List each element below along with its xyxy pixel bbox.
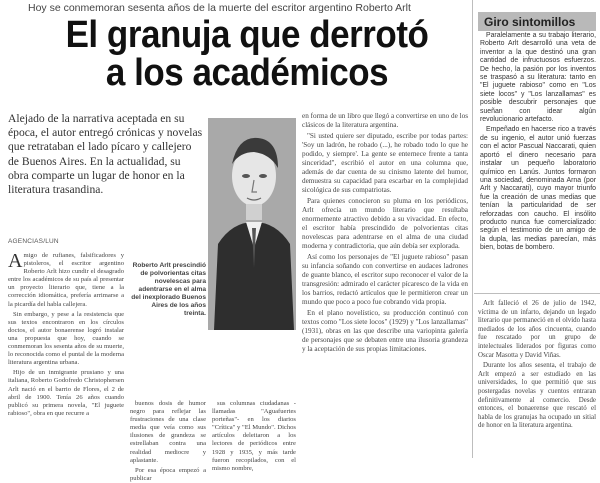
author-photo (208, 118, 296, 330)
body-paragraph: "Si usted quiere ser diputado, escribe por todas partes: 'Soy un ladrón, he robado (...), he robado todo lo que he podido, y siempre'. La gente se enternece frente a tanta sinceridad", escribió el autor en una columna que, además de dar cuenta de su cinismo latente del humor, demuestra su capacidad para escarbar en la complejidad sicológica de sus compatriotas. (302, 132, 468, 194)
body-paragraph: Por esa época empezó a publicar (130, 466, 206, 482)
column-divider (472, 0, 473, 458)
sidebar-body (480, 32, 596, 287)
article-kicker: Hoy se conmemoran sesenta años de la muerte del escritor argentino Roberto Arlt (28, 2, 411, 14)
photo-caption: Roberto Arlt prescindió de polvorientas citas novelescas para adentrarse en el alma del inexplorado Buenos Aires de los años treinta. (131, 262, 206, 317)
body-paragraph: En el plano novelístico, su producción continuó con textos como "Los siete locos" (1929) y "Los lanzallamas" (1931), obras en las que describe una variopinta galería de personajes que se debaten entre una ilusoria grandeza y la aceptación de sus propias limitaciones. (302, 309, 468, 353)
headline-line-1: El granuja que derrotó (65, 14, 429, 56)
sidebar-paragraph: Paralelamente a su trabajo literario, Roberto Arlt desarrolló una veta de inventor a la que destinó una gran cantidad de infructuosos esfuerzos. De hecho, la pasión por los inventos se traspasó a su literatura: tanto en "El juguete rabioso" como en "Los siete locos" y "Los lanzallamas" es posible descubrir personajes que sueñan con idear algún revolucionario artefacto. (480, 32, 596, 124)
headline-line-2: a los académicos (105, 52, 389, 94)
body-paragraph: en forma de un libro que llegó a convertirse en uno de los clásicos de la literatura argentina. (302, 112, 468, 129)
lede: Alejado de la narrativa aceptada en su época, el autor entregó crónicas y novelas que retrataban el lado pícaro y callejero de Buenos Aires. En la actualidad, su obra comparte un lugar de honor en la literatura trasandina. (8, 112, 203, 197)
body-column-4 (302, 112, 468, 458)
body-paragraph: sus columnas ciudadanas -llamadas "Aguafuertes porteñas"- en los diarios "Crítica" y "El Mundo". Dichos artículos deleitaron a los lectores de periódicos entre 1928 y 1935, y más tarde fueron recopilados, con el mismo nombre, (212, 400, 296, 472)
dropcap: A (8, 250, 23, 272)
body-column-1 (8, 252, 124, 458)
body-paragraph: buenos dosis de humor negro para reflejar las frustraciones de una clase media que veía como sus ilusiones de grandeza se estrellaban contra una realidad mediocre y aplastante. (130, 400, 206, 464)
sidebar-paragraph: Empeñado en hacerse rico a través de su ingenio, el autor unió fuerzas con el actor Pascual Naccarati, quien aportó el dinero necesario para instalar un pequeño laboratorio químico en Lanús. Juntos formaron una sociedad, denominada Arna (por Arlt y Naccarati), cuyo mayor triunfo fue la creación de unas medias que tenían la particularidad de ser reforzadas con caucho. El insólito producto nunca fue comercializado: según el testimonio de un amigo de la dupla, las medias parecían, más bien, botas de bombero. (480, 126, 596, 252)
body-paragraph: Sin embargo, y pese a la resistencia que sus textos encontraron en los círculos doctos, el autor bonaerense logró instalar una propuesta que hoy, cuando se conmemoran los sesenta años de su muerte, lo reconocida como el puntal de la moderna literatura argentina urbana. (8, 310, 124, 367)
sidebar-divider (474, 293, 600, 294)
body-paragraph: Arlt falleció el 26 de julio de 1942, víctima de un infarto, dejando un legado literario que permaneció en el olvido hasta mediados de los años cincuenta, cuando fue rescatado por un grupo de intelectuales liderados por figuras como Oscar Masotta y David Viñas. (478, 300, 596, 359)
body-paragraph: migo de rufianes, falsificadores y pistoleros, el escritor argentino Roberto Arlt hizo cundir el desagrado entre los académicos de su país al presentar un proyecto literario que, tiene a la corrección idiomática, prefería arrimarse a la picardía del habla callejera. (8, 252, 124, 308)
body-paragraph: Así como los personajes de "El juguete rabioso" pasan su infancia soñando con convertirse en audaces ladrones de guante blanco, el escritor supo reconocer el valor de la transgresión: admirado el carácter pícaresco de la vida en los barrios, redactó artículos que le permitieron crear un mundo que poco a poco fue cobrando vida propia. (302, 253, 468, 306)
headline (40, 16, 454, 92)
body-paragraph: Hijo de un inmigrante prusiano y una italiana, Roberto Godofredo Christophersen Arlt nació en el barrio de Flores, el 2 de abril de 1900. Tenía 26 años cuando publicó su primera novela, "El juguete rabioso", obra en que recurre a (8, 369, 124, 417)
body-paragraph: Durante los años sesenta, el trabajo de Arlt empezó a ser estudiado en las universidades, lo que permitió que sus postergadas novelas y cuentos entraran definitivamente al comercio. Desde entonces, el bonaerense que rescató el habla de los granujas ha ocupado un sitial de honor en la literatura argentina. (478, 362, 596, 430)
body-paragraph: Para quienes conocieron su pluma en los periódicos, Arlt ofrecía un mundo literario que resultaba enormemente atractivo debido a su vivacidad. En efecto, el escritor había prescindido de polvorientas citas novelescas para adentrarse en el alma de una ciudad moderna y contradictoria, que aún debía ser explorada. (302, 197, 468, 250)
sidebar-title: Giro sintomillos (478, 12, 596, 31)
body-column-3 (212, 400, 296, 472)
body-column-2 (130, 400, 206, 482)
byline: AGENCIAS/LUN (8, 238, 59, 245)
body-column-5 (478, 300, 596, 458)
portrait-illustration (208, 118, 296, 330)
